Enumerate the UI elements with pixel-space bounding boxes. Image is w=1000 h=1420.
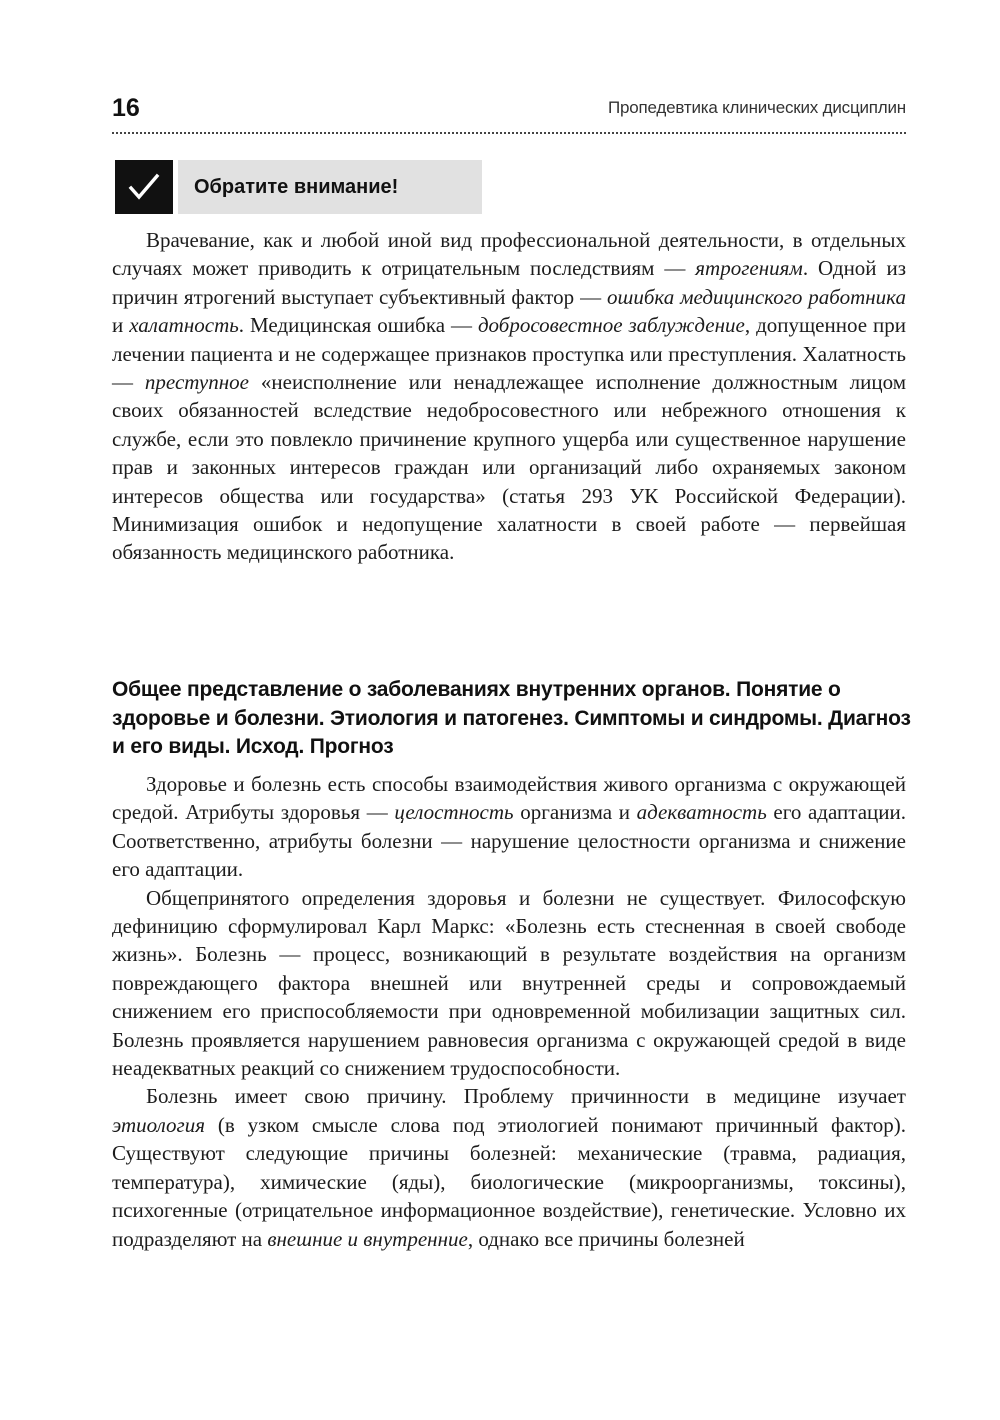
italic-term: ошибка медицинского работника xyxy=(606,284,906,309)
text-run: . Медицинская ошибка — xyxy=(238,313,478,338)
section-paragraph xyxy=(112,1082,906,1252)
section-heading: Общее представление о заболеваниях внутренних органов. Понятие о здоровье и болезни. Этиология и патогенез. Симптомы и синдромы. Диагноз и его виды. Исход. Прогноз xyxy=(112,678,911,758)
text-run: и xyxy=(112,313,130,338)
text-run: Здоровье и болезнь есть способы взаимодействия живого организма с окружающей средой. Атрибуты здоровья — xyxy=(112,772,906,825)
checkmark-icon xyxy=(115,160,173,214)
text-run: (в узком смысле слова под этиологией понимают причинный фактор). Существуют следующие причины болезней: механические (травма, радиация, температура), химические (яды), биологические (микроорганизмы, токсины), психогенные (отрицательное информационное воздействие), генетические. Условно их подразделяют на xyxy=(112,1112,906,1251)
text-run: организма и xyxy=(513,800,637,825)
section-paragraph xyxy=(112,770,906,884)
text-run: , однако все причины болезней xyxy=(467,1226,745,1251)
italic-term: ятрогениям xyxy=(695,256,803,281)
notice-title: Обратите внимание! xyxy=(194,175,399,198)
italic-term: адекватность xyxy=(636,800,767,825)
text-run: «неисполнение или ненадлежащее исполнение должностным лицом своих обязанностей вследствие недобросовестного или небрежного отношения к службе, если это повлекло причинение крупного ущерба или существенное нарушение прав и законных интересов граждан или организаций либо охраняемых законом интересов общества или государства» (статья 293 УК Российской Федерации). Минимизация ошибок и недопущение халатности в своей работе — первейшая обязанность медицинского работника. xyxy=(112,370,906,565)
page-number: 16 xyxy=(112,94,140,122)
section-paragraph xyxy=(112,884,906,1083)
italic-term: целостность xyxy=(394,800,514,825)
text-run: его адаптации. Соответственно, атрибуты болезни — нарушение целостности организма и снижение его адаптации. xyxy=(112,800,906,882)
text-run: Общепринятого определения здоровья и болезни не существует. Философскую дефиницию сформулировал Карл Маркс: «Болезнь есть стесненная в своей свободе жизнь». Болезнь — процесс, возникающий в результате воздействия на организм повреждающего фактора внешней или внутренней среды и сопровождаемый снижением его приспособляемости при одновременной мобилизации защитных сил. Болезнь проявляется нарушением равновесия организма с окружающей средой в виде неадекватных реакций со снижением трудоспособности. xyxy=(112,885,906,1081)
notice-title-bar xyxy=(178,160,482,214)
italic-term: халатность xyxy=(129,313,239,338)
notice-paragraph xyxy=(112,226,906,567)
text-run: Врачевание, как и любой иной вид профессиональной деятельности, в отдельных случаях может приводить к отрицательным последствиям — xyxy=(112,228,906,281)
text-run: Болезнь имеет свою причину. Проблему причинности в медицине изучает xyxy=(146,1084,906,1109)
text-run: . Одной из причин ятрогений выступает субъективный фактор — xyxy=(112,256,906,309)
notice-banner xyxy=(112,160,482,214)
section-body xyxy=(112,770,906,1253)
text-run: , допущенное при лечении пациента и не содержащее признаков проступка или преступления. Халатность — xyxy=(112,313,906,395)
italic-term: преступное xyxy=(144,370,249,395)
running-title: Пропедевтика клинических дисциплин xyxy=(608,98,906,117)
page-header xyxy=(112,92,906,134)
notice-text xyxy=(112,226,906,567)
italic-term: добросовестное заблуждение xyxy=(477,313,745,338)
italic-term: этиология xyxy=(112,1112,205,1137)
italic-term: внешние и внутренние xyxy=(267,1226,468,1251)
